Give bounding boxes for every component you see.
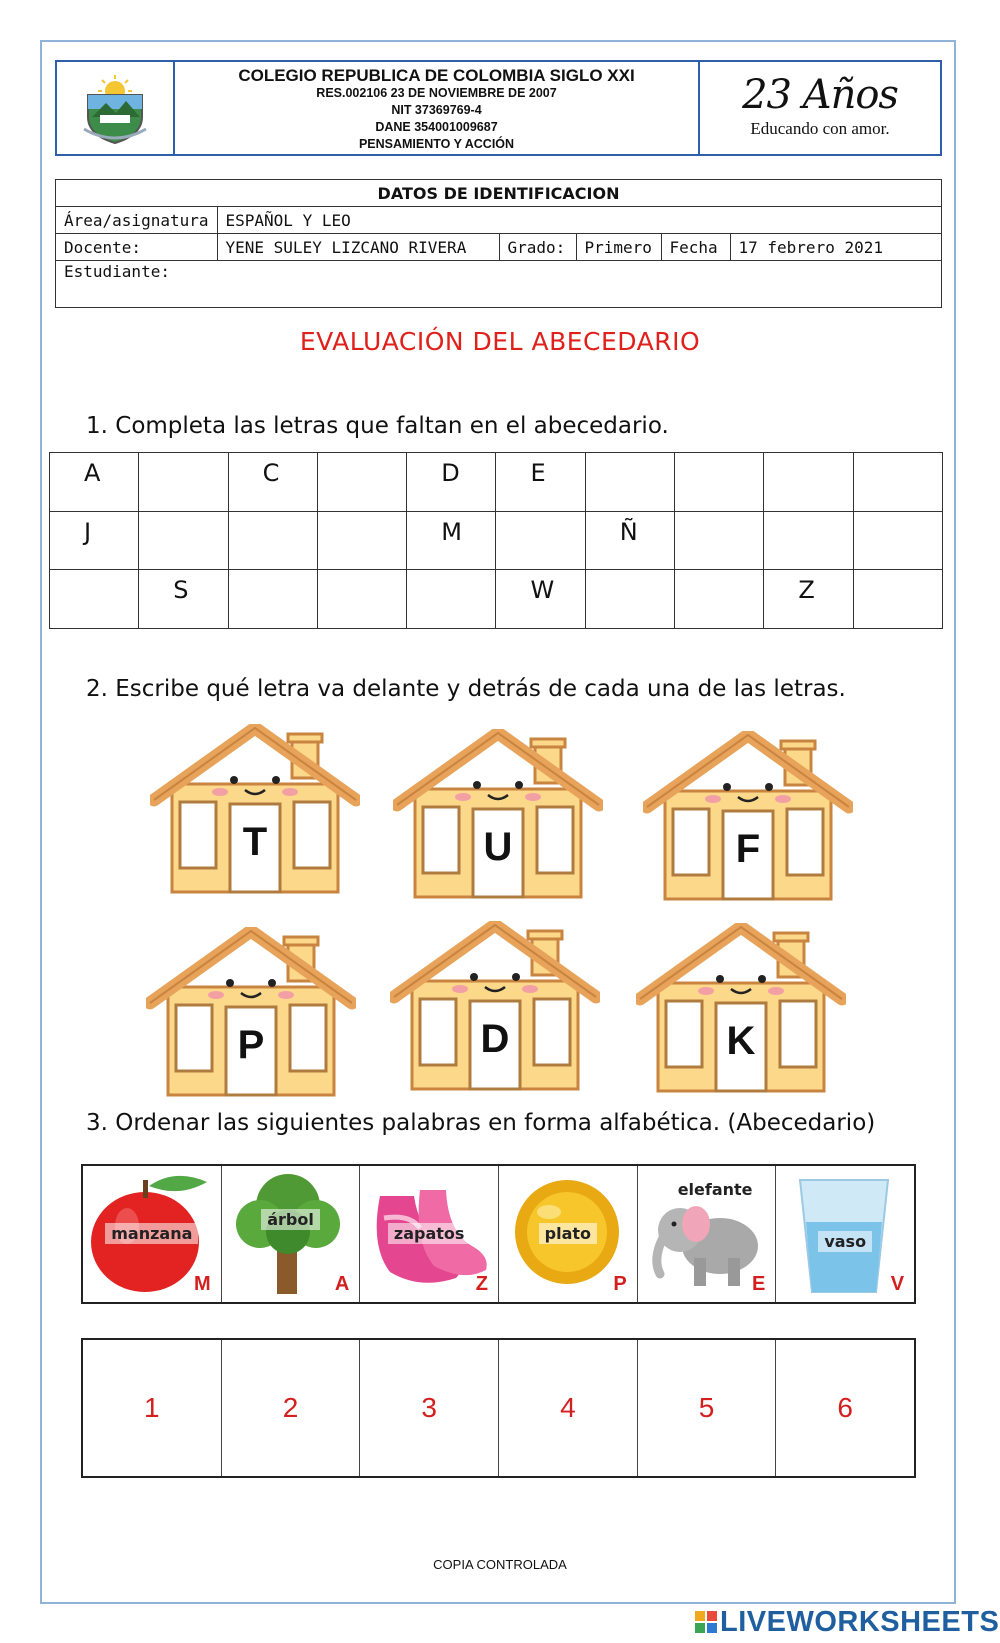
word-vaso: vaso bbox=[818, 1231, 872, 1252]
answer-box-1[interactable]: 1 bbox=[83, 1340, 222, 1476]
alphabet-grid bbox=[49, 452, 943, 629]
grade-value: Primero bbox=[576, 234, 661, 261]
answer-box-5[interactable]: 5 bbox=[638, 1340, 777, 1476]
school-motto: PENSAMIENTO Y ACCIÓN bbox=[358, 137, 515, 151]
house-letter: K bbox=[726, 1019, 756, 1063]
school-nit: NIT 37369769-4 bbox=[391, 103, 482, 117]
house-icon bbox=[146, 927, 356, 1099]
alphabet-cell[interactable] bbox=[675, 453, 764, 512]
picture-apple bbox=[83, 1166, 222, 1302]
picture-plate bbox=[499, 1166, 638, 1302]
school-header bbox=[55, 60, 942, 156]
alphabet-cell[interactable] bbox=[764, 453, 853, 512]
alphabet-cell[interactable] bbox=[675, 570, 764, 629]
question-2: 2. Escribe qué letra va delante y detrás de cada una de las letras. bbox=[86, 676, 846, 702]
area-label: Área/asignatura bbox=[56, 207, 218, 234]
picture-shoes bbox=[360, 1166, 499, 1302]
school-dane: DANE 354001009687 bbox=[375, 120, 498, 134]
anniversary-title: 23 Años bbox=[742, 72, 898, 118]
house-icon bbox=[150, 724, 360, 896]
alphabet-cell: E bbox=[496, 453, 585, 512]
alphabet-cell[interactable] bbox=[228, 511, 317, 570]
answer-box-6[interactable]: 6 bbox=[837, 1392, 853, 1423]
alphabet-cell[interactable] bbox=[675, 511, 764, 570]
answer-box-3[interactable]: 3 bbox=[360, 1340, 499, 1476]
letter-vaso: V bbox=[890, 1273, 905, 1295]
school-resolution: RES.002106 23 DE NOVIEMBRE DE 2007 bbox=[316, 86, 557, 100]
school-logo bbox=[57, 62, 175, 154]
house-icon bbox=[393, 729, 603, 901]
house-1 bbox=[150, 724, 360, 896]
letter-plato: P bbox=[613, 1273, 627, 1295]
alphabet-cell[interactable] bbox=[407, 570, 496, 629]
grade-label: Grado: bbox=[499, 234, 576, 261]
word-zapatos: zapatos bbox=[388, 1223, 471, 1244]
house-4 bbox=[146, 927, 356, 1099]
house-icon bbox=[636, 923, 846, 1095]
school-shield-icon bbox=[78, 71, 152, 145]
alphabet-cell[interactable] bbox=[496, 511, 585, 570]
alphabet-cell: A bbox=[50, 453, 139, 512]
footer-note: COPIA CONTROLADA bbox=[433, 1557, 567, 1572]
word-elefante: elefante bbox=[672, 1179, 759, 1200]
house-letter: T bbox=[242, 820, 268, 864]
alphabet-cell[interactable] bbox=[228, 570, 317, 629]
alphabet-cell[interactable] bbox=[853, 511, 942, 570]
house-letter: D bbox=[480, 1017, 510, 1061]
alphabet-cell: D bbox=[407, 453, 496, 512]
alphabet-row bbox=[50, 453, 943, 512]
date-value: 17 febrero 2021 bbox=[730, 234, 942, 261]
house-letter: U bbox=[483, 825, 513, 869]
word-arbol: árbol bbox=[261, 1209, 320, 1230]
letter-arbol: A bbox=[334, 1273, 350, 1295]
student-field[interactable] bbox=[56, 261, 942, 308]
anniversary-tagline: Educando con amor. bbox=[750, 119, 890, 138]
alphabet-cell: J bbox=[50, 511, 139, 570]
alphabet-cell: Z bbox=[764, 570, 853, 629]
alphabet-cell[interactable] bbox=[317, 511, 406, 570]
order-answer-row bbox=[81, 1338, 916, 1478]
alphabet-cell: S bbox=[139, 570, 228, 629]
alphabet-cell: M bbox=[407, 511, 496, 570]
house-letter: F bbox=[735, 827, 761, 871]
house-6 bbox=[636, 923, 846, 1095]
identification-title: DATOS DE IDENTIFICACION bbox=[56, 180, 942, 207]
letter-manzana: M bbox=[194, 1273, 211, 1295]
house-2 bbox=[393, 729, 603, 901]
school-info bbox=[175, 62, 700, 154]
liveworksheets-logo-icon bbox=[695, 1611, 717, 1633]
alphabet-row bbox=[50, 570, 943, 629]
alphabet-cell[interactable] bbox=[853, 453, 942, 512]
alphabet-cell[interactable] bbox=[585, 570, 674, 629]
house-3 bbox=[643, 731, 853, 903]
alphabet-cell[interactable] bbox=[585, 453, 674, 512]
question-3: 3. Ordenar las siguientes palabras en forma alfabética. (Abecedario) bbox=[86, 1110, 876, 1136]
teacher-value: YENE SULEY LIZCANO RIVERA bbox=[217, 234, 499, 261]
area-value: ESPAÑOL Y LEO bbox=[217, 207, 942, 234]
alphabet-cell: W bbox=[496, 570, 585, 629]
school-name: COLEGIO REPUBLICA DE COLOMBIA SIGLO XXI bbox=[238, 66, 635, 85]
anniversary-box bbox=[700, 62, 940, 154]
alphabet-cell[interactable] bbox=[139, 453, 228, 512]
picture-tree bbox=[222, 1166, 361, 1302]
liveworksheets-brand bbox=[695, 1606, 999, 1639]
house-letter: P bbox=[237, 1023, 265, 1067]
alphabet-cell[interactable] bbox=[50, 570, 139, 629]
teacher-label: Docente: bbox=[56, 234, 218, 261]
worksheet-title: EVALUACIÓN DEL ABECEDARIO bbox=[299, 327, 701, 356]
alphabet-cell[interactable] bbox=[317, 570, 406, 629]
alphabet-cell[interactable] bbox=[139, 511, 228, 570]
house-icon bbox=[390, 921, 600, 1093]
word-pictures-row bbox=[81, 1164, 916, 1304]
student-label: Estudiante: bbox=[64, 262, 170, 281]
alphabet-cell: C bbox=[228, 453, 317, 512]
house-icon bbox=[643, 731, 853, 903]
answer-box-4[interactable]: 4 bbox=[499, 1340, 638, 1476]
alphabet-cell[interactable] bbox=[317, 453, 406, 512]
alphabet-cell: Ñ bbox=[585, 511, 674, 570]
alphabet-cell[interactable] bbox=[853, 570, 942, 629]
word-plato: plato bbox=[539, 1223, 597, 1244]
date-label: Fecha bbox=[661, 234, 730, 261]
alphabet-row bbox=[50, 511, 943, 570]
letter-zapatos: Z bbox=[475, 1273, 489, 1295]
letter-elefante: E bbox=[752, 1273, 766, 1295]
house-5 bbox=[390, 921, 600, 1093]
answer-box-2[interactable]: 2 bbox=[222, 1340, 361, 1476]
picture-glass bbox=[776, 1166, 914, 1302]
identification-table bbox=[55, 179, 942, 308]
word-manzana: manzana bbox=[105, 1223, 198, 1244]
brand-text: LIVEWORKSHEETS bbox=[720, 1606, 1000, 1638]
alphabet-cell[interactable] bbox=[764, 511, 853, 570]
question-1: 1. Completa las letras que faltan en el abecedario. bbox=[86, 413, 669, 439]
picture-elephant bbox=[638, 1166, 777, 1302]
